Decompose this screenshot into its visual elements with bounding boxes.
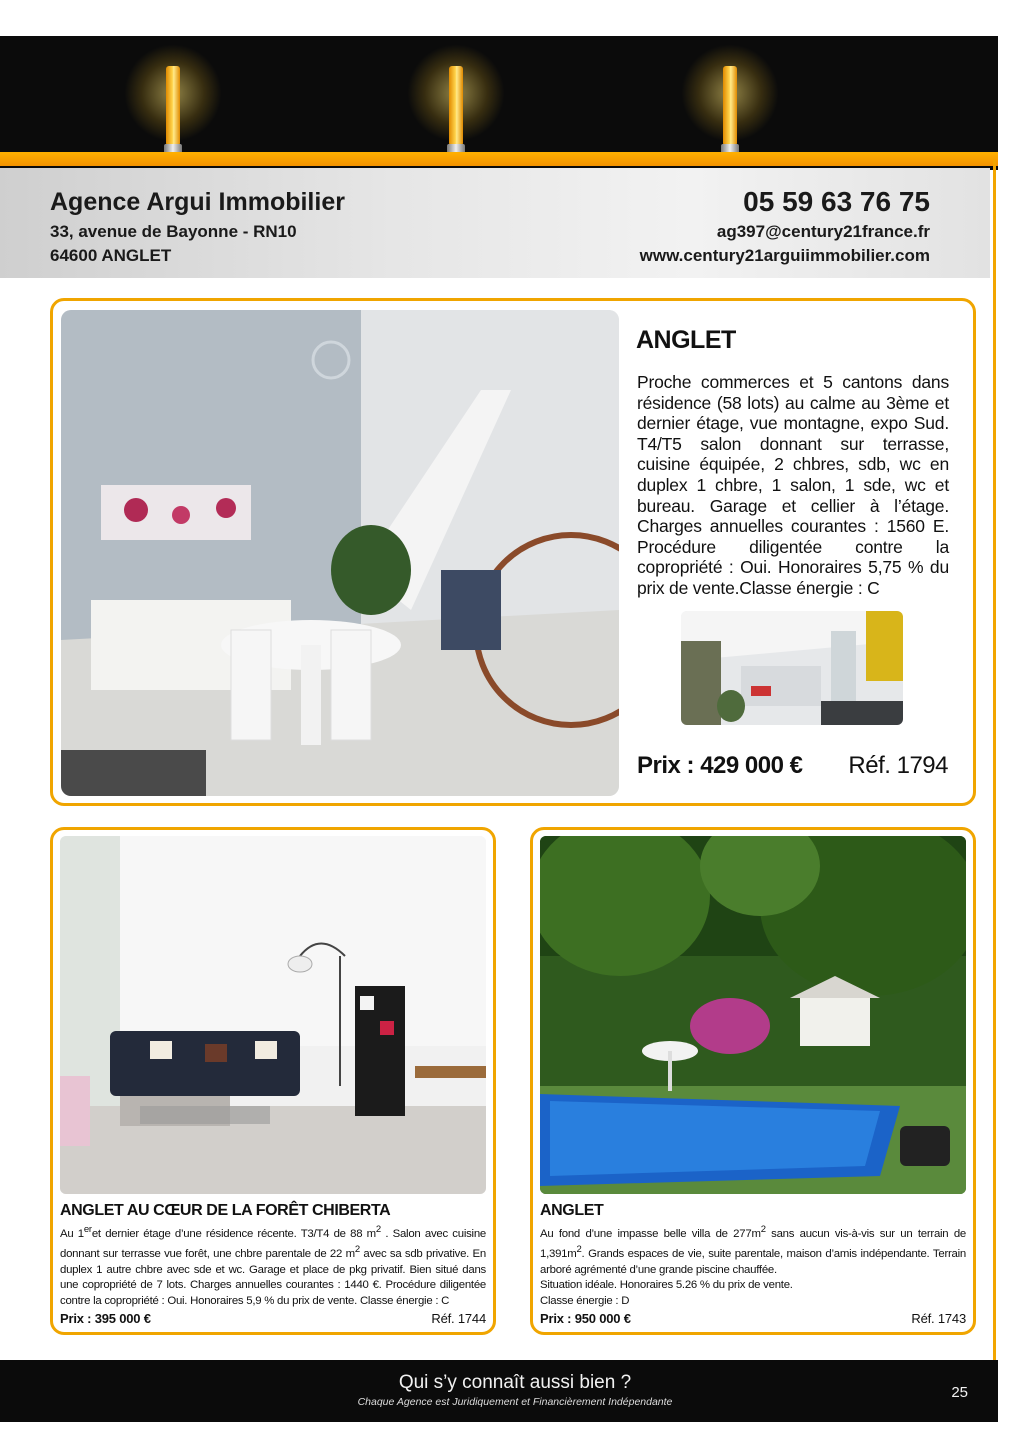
agency-info-bar xyxy=(0,168,990,278)
listing-photo-living-room[interactable] xyxy=(61,310,619,796)
featured-title: ANGLET xyxy=(636,326,736,354)
desc-text: Situation idéale. Honoraires 5.26 % du prix de vente. xyxy=(540,1279,793,1292)
lamp-icon xyxy=(160,36,186,154)
featured-reference: Réf. 1794 xyxy=(848,752,948,779)
footer-note: Chaque Agence est Juridiquement et Financièrement Indépendante xyxy=(357,1396,673,1408)
desc-sup: 2 xyxy=(576,1244,582,1256)
featured-description: Proche commerces et 5 cantons dans résidence (58 lots) au calme au 3ème et dernier étage, vue montagne, expo Sud. T4/T5 salon donnant sur terrasse, cuisine équipée, 2 chbres, sdb, wc en duplex 1 chbre, 1 salon, 1 sde, wc et bureau. Garage et cellier à l’étage. Charges annuelles courantes : 1560 E. Procédure diligentée contre la copropriété : Oui. Honoraires 5,75 % du prix de vente.Classe énergie : C xyxy=(637,372,949,598)
desc-sup: 2 xyxy=(375,1224,381,1235)
agency-name: Agence Argui Immobilier xyxy=(50,188,345,216)
desc-text: sans aucun vis-à-vis sur un terrain de 1,391m xyxy=(540,1227,966,1261)
desc-text: et dernier étage d’une résidence récente. T3/T4 de 88 m xyxy=(91,1227,376,1240)
agency-address: 33, avenue de Bayonne - RN10 xyxy=(50,222,297,241)
lamp-icon xyxy=(717,36,743,154)
chiberta-title: ANGLET AU CŒUR DE LA FORÊT CHIBERTA xyxy=(60,1202,391,1219)
chiberta-price: Prix : 395 000 € xyxy=(60,1311,151,1326)
interior-image xyxy=(681,611,903,725)
desc-text: avec sa sdb privative. En duplex 1 autre chbre avec sde et wc. Garage et place de pkg privatif. Bien situé dans une copropriété de 7 lots. Charges annuelles courantes : 1440 €. Procédure diligentée contre la copropriété : Oui. Honoraires 5,9 % du prix de vente. Classe énergie : C xyxy=(60,1248,486,1307)
page-rule xyxy=(993,160,996,1360)
listing-photo-chiberta[interactable] xyxy=(60,836,486,1194)
desc-text: Au 1 xyxy=(60,1227,84,1240)
lamp-icon xyxy=(443,36,469,154)
villa-pool-image xyxy=(540,836,966,1194)
listing-photo-interior[interactable] xyxy=(681,611,903,725)
header-stripe xyxy=(0,152,998,166)
villa-reference: Réf. 1743 xyxy=(911,1311,966,1326)
villa-description xyxy=(540,1222,966,1309)
footer-slogan: Qui s’y connaît aussi bien ? xyxy=(398,1372,632,1393)
desc-sup: er xyxy=(83,1224,92,1235)
desc-text: Classe énergie : D xyxy=(540,1294,630,1307)
desc-text: Au fond d’une impasse belle villa de 277m xyxy=(540,1227,761,1240)
desc-text: . Salon avec cuisine donnant sur terrasse vue forêt, une chbre parentale de 22 m xyxy=(60,1227,486,1261)
featured-price: Prix : 429 000 € xyxy=(637,752,803,779)
desc-sup: 2 xyxy=(354,1244,360,1256)
desc-text: . Grands espaces de vie, suite parentale, maison d’amis indépendante. Terrain arboré agrémenté d’une grande piscine chauffée. xyxy=(540,1248,966,1276)
agency-phone[interactable]: 05 59 63 76 75 xyxy=(743,186,930,217)
chiberta-reference: Réf. 1744 xyxy=(431,1311,486,1326)
desc-sup: 2 xyxy=(760,1224,766,1235)
agency-city: 64600 ANGLET xyxy=(50,246,172,265)
chiberta-living-room-image xyxy=(60,836,486,1194)
listing-photo-villa[interactable] xyxy=(540,836,966,1194)
agency-website[interactable]: www.century21arguiimmobilier.com xyxy=(639,246,930,265)
living-room-image xyxy=(61,310,619,796)
chiberta-description xyxy=(60,1222,486,1309)
agency-email[interactable]: ag397@century21france.fr xyxy=(716,222,930,241)
villa-price: Prix : 950 000 € xyxy=(540,1311,631,1326)
villa-title: ANGLET xyxy=(540,1202,604,1219)
page-number: 25 xyxy=(951,1384,968,1401)
footer-bar xyxy=(0,1360,998,1422)
